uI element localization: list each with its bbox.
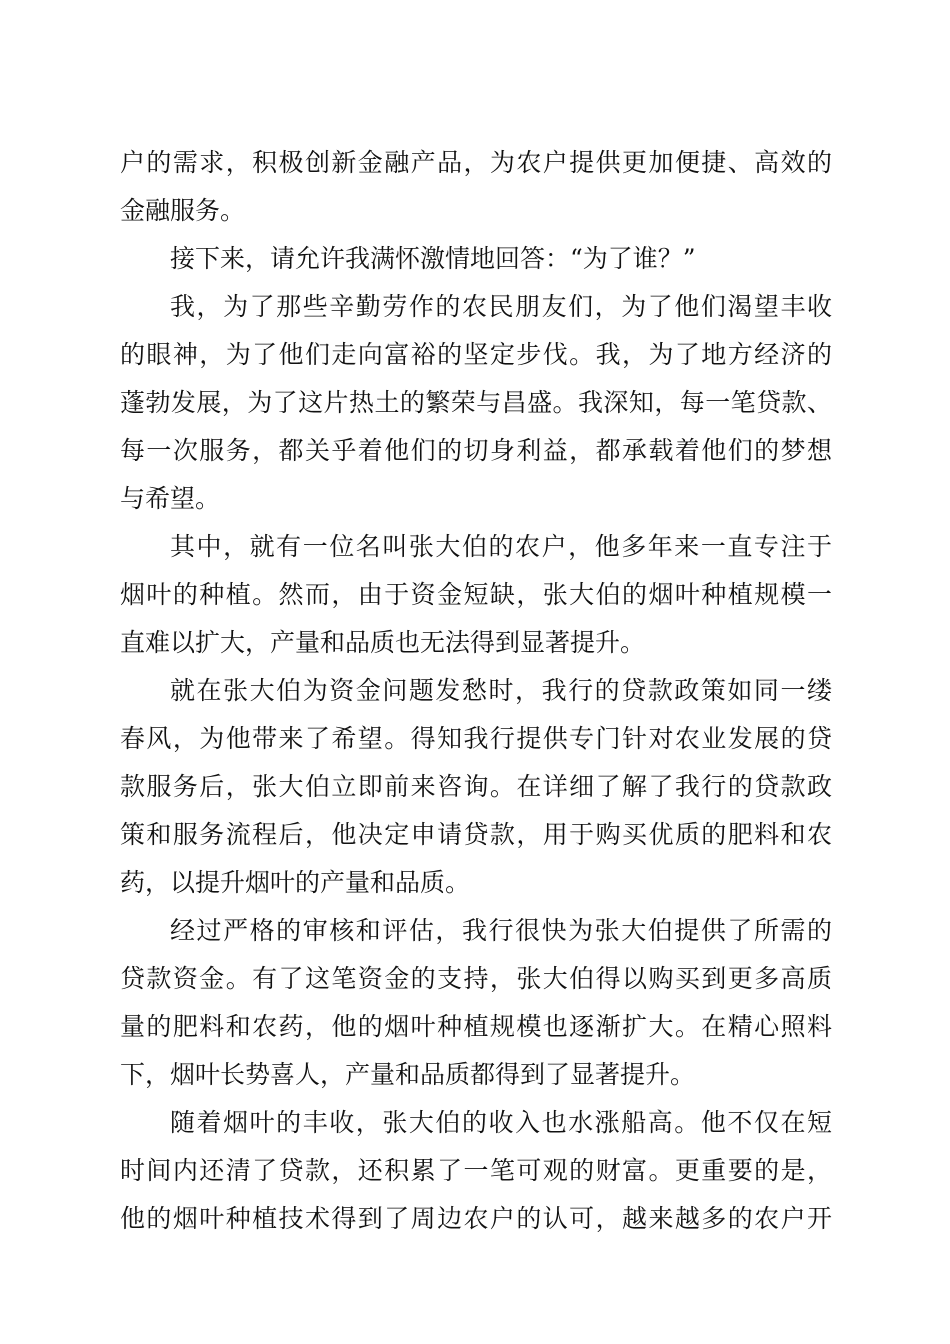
text-line: 时间内还清了贷款，还积累了一笔可观的财富。更重要的是， xyxy=(120,1156,832,1185)
text-line: 就在张大伯为资金问题发愁时，我行的贷款政策如同一缕 xyxy=(170,676,832,705)
text-line: 户的需求，积极创新金融产品，为农户提供更加便捷、高效的 xyxy=(120,148,832,177)
text-line: 我，为了那些辛勤劳作的农民朋友们，为了他们渴望丰收 xyxy=(170,292,832,321)
text-line: 春风，为他带来了希望。得知我行提供专门针对农业发展的贷 xyxy=(120,724,832,753)
text-line: 蓬勃发展，为了这片热土的繁荣与昌盛。我深知，每一笔贷款、 xyxy=(120,388,832,417)
text-line: 直难以扩大，产量和品质也无法得到显著提升。 xyxy=(120,628,646,657)
text-line: 的眼神，为了他们走向富裕的坚定步伐。我，为了地方经济的 xyxy=(120,340,832,369)
text-line: 贷款资金。有了这笔资金的支持，张大伯得以购买到更多高质 xyxy=(120,964,832,993)
text-line: 量的肥料和农药，他的烟叶种植规模也逐渐扩大。在精心照料 xyxy=(120,1012,832,1041)
text-line: 每一次服务，都关乎着他们的切身利益，都承载着他们的梦想 xyxy=(120,436,832,465)
text-line: 金融服务。 xyxy=(120,196,246,225)
text-line: 他的烟叶种植技术得到了周边农户的认可，越来越多的农户开 xyxy=(120,1204,832,1233)
text-line: 下，烟叶长势喜人，产量和品质都得到了显著提升。 xyxy=(120,1060,696,1089)
text-line: 烟叶的种植。然而，由于资金短缺，张大伯的烟叶种植规模一 xyxy=(120,580,832,609)
text-line: 经过严格的审核和评估，我行很快为张大伯提供了所需的 xyxy=(170,916,832,945)
text-line: 随着烟叶的丰收，张大伯的收入也水涨船高。他不仅在短 xyxy=(170,1108,832,1137)
text-line: 药，以提升烟叶的产量和品质。 xyxy=(120,868,471,897)
text-line: 与希望。 xyxy=(120,484,221,513)
text-line: 策和服务流程后，他决定申请贷款，用于购买优质的肥料和农 xyxy=(120,820,832,849)
text-line: 其中，就有一位名叫张大伯的农户，他多年来一直专注于 xyxy=(170,532,832,561)
text-line: 接下来，请允许我满怀激情地回答：“为了谁？” xyxy=(170,244,696,273)
text-line: 款服务后，张大伯立即前来咨询。在详细了解了我行的贷款政 xyxy=(120,772,832,801)
